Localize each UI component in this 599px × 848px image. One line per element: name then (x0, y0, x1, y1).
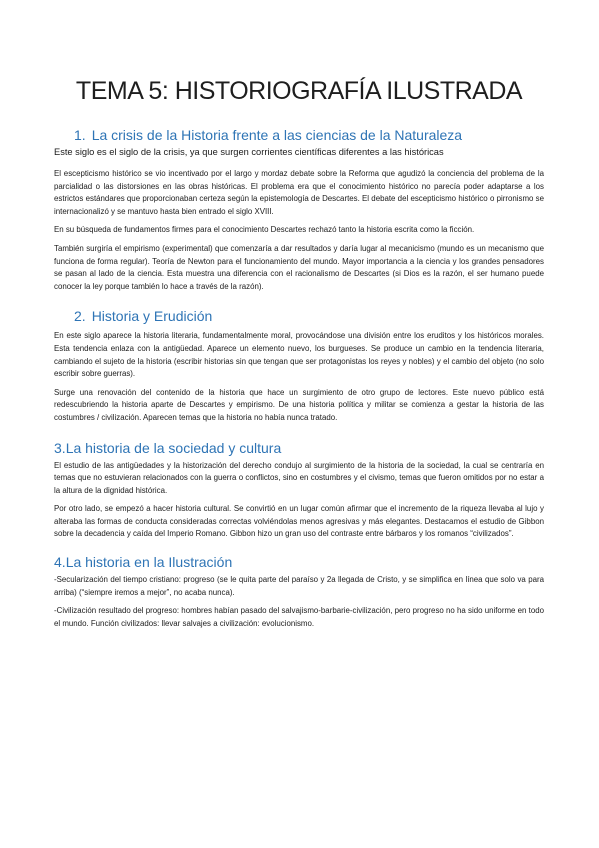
section-2 (54, 307, 544, 424)
section-heading (54, 553, 544, 571)
section-title: La historia en la Ilustración (65, 554, 233, 571)
paragraph: -Secularización del tiempo cristiano: progreso (se le quita parte del paraíso y 2a llegada de Cristo, y se simplifica en línea que solo va para arriba) (“siempre iremos a mejor”, no acaba nunca). (54, 575, 544, 597)
paragraph: -Civilización resultado del progreso: hombres habían pasado del salvajismo-barbarie-civilización, pero progreso no ha sido uniforme en todo el mundo. Función civilizados: llevar salvajes a civilización: evolucionismo. (54, 606, 544, 628)
section-number: 2. (74, 308, 86, 325)
section-body (54, 168, 544, 293)
paragraph: En su búsqueda de fundamentos firmes para el conocimiento Descartes rechazó tanto la historia escrita como la ficción. (54, 225, 475, 235)
paragraph: Surge una renovación del contenido de la historia que hace un surgimiento de otro grupo de lectores. Este nuevo público está redescubriendo la historia aparte de Descartes y empirismo. De una historia política y militar se comienza a gestar la historia de las costumbres / civilización. Aparecen temas que la historia no había nunca tratado. (54, 387, 544, 422)
paragraph: En este siglo aparece la historia literaria, fundamentalmente moral, provocándose una división entre los eruditos y los históricos morales. Esta tendencia enlaza con la antigüedad. Aparece un elemento nuevo, los burgueses. Se produce un cambio en la tendencia literaria, cambiando el sujeto de la historia (escribir historias sin que tengan que ser protagonistas los reyes y nobles) y el cambio del objeto (no solo escribir sobre guerras). (54, 331, 544, 379)
section-heading (54, 439, 544, 457)
section-1 (54, 126, 544, 293)
document-title: TEMA 5: HISTORIOGRAFÍA ILUSTRADA (75, 77, 523, 105)
section-intro: Este siglo es el siglo de la crisis, ya que surgen corrientes científicas diferentes a las históricas (54, 147, 444, 157)
paragraph: El escepticismo histórico se vio incentivado por el largo y mordaz debate sobre la Reforma que agudizó la conciencia del problema de la parcialidad o las distorsiones en las obras históricas. El problema era que el conocimiento histórico no parecía poder adaptarse a los estrictos estándares que proporcionaban certeza según la epistemología de Descartes. El debate del escepticismo histórico o pirronismo se internacionalizó y se mantuvo hasta bien entrado el siglo XVIII. (54, 169, 544, 216)
section-number: 1. (74, 127, 86, 143)
section-heading (54, 126, 544, 144)
section-4 (54, 553, 544, 630)
section-title: Historia y Erudición (91, 308, 213, 325)
section-body (54, 330, 544, 424)
paragraph: También surgiría el empirismo (experimental) que comenzaría a dar resultados y daría lugar al mecanicismo (mundo es un mecanismo que funciona de forma regular). Teoría de Newton para el funcionamiento del mundo. Mayor importancia a la ciencia y los grandes pensadores se pasan al lado de la ciencia. Esta muestra una diferencia con el racionalismo de Descartes (si Dios es la razón, el ser humano puede conocer la ley porque también lo hace a través de la razón). (54, 243, 544, 291)
section-body (54, 460, 544, 542)
section-number: 4. (54, 554, 66, 571)
paragraph: Por otro lado, se empezó a hacer historia cultural. Se convirtió en un lugar común afirmar que el incremento de la riqueza llevaba al lujo y alteraba las formas de conducta consideradas correctas volviéndolas menos agresivas y más elegantes. Destacamos el estudio de Gibbon sobre la decadencia y caída del Imperio Romano. Gibbon hizo un gran uso del contraste entre bárbaros y los romanos “civilizados”. (54, 504, 544, 539)
section-body (54, 574, 544, 630)
paragraph: El estudio de las antigüedades y la historización del derecho condujo al surgimiento de la historia de la sociedad, la cual se centraría en temas que no estuvieran relacionados con la guerra o conflictos, sino en costumbres y el civismo, temas que fueron omitidos por no estar a la altura de la dignidad histórica. (54, 460, 544, 495)
section-title: La crisis de la Historia frente a las ciencias de la Naturaleza (91, 127, 463, 143)
section-number: 3. (54, 439, 66, 456)
section-title: La historia de la sociedad y cultura (65, 439, 282, 456)
section-heading (54, 307, 544, 325)
section-3 (54, 439, 544, 542)
